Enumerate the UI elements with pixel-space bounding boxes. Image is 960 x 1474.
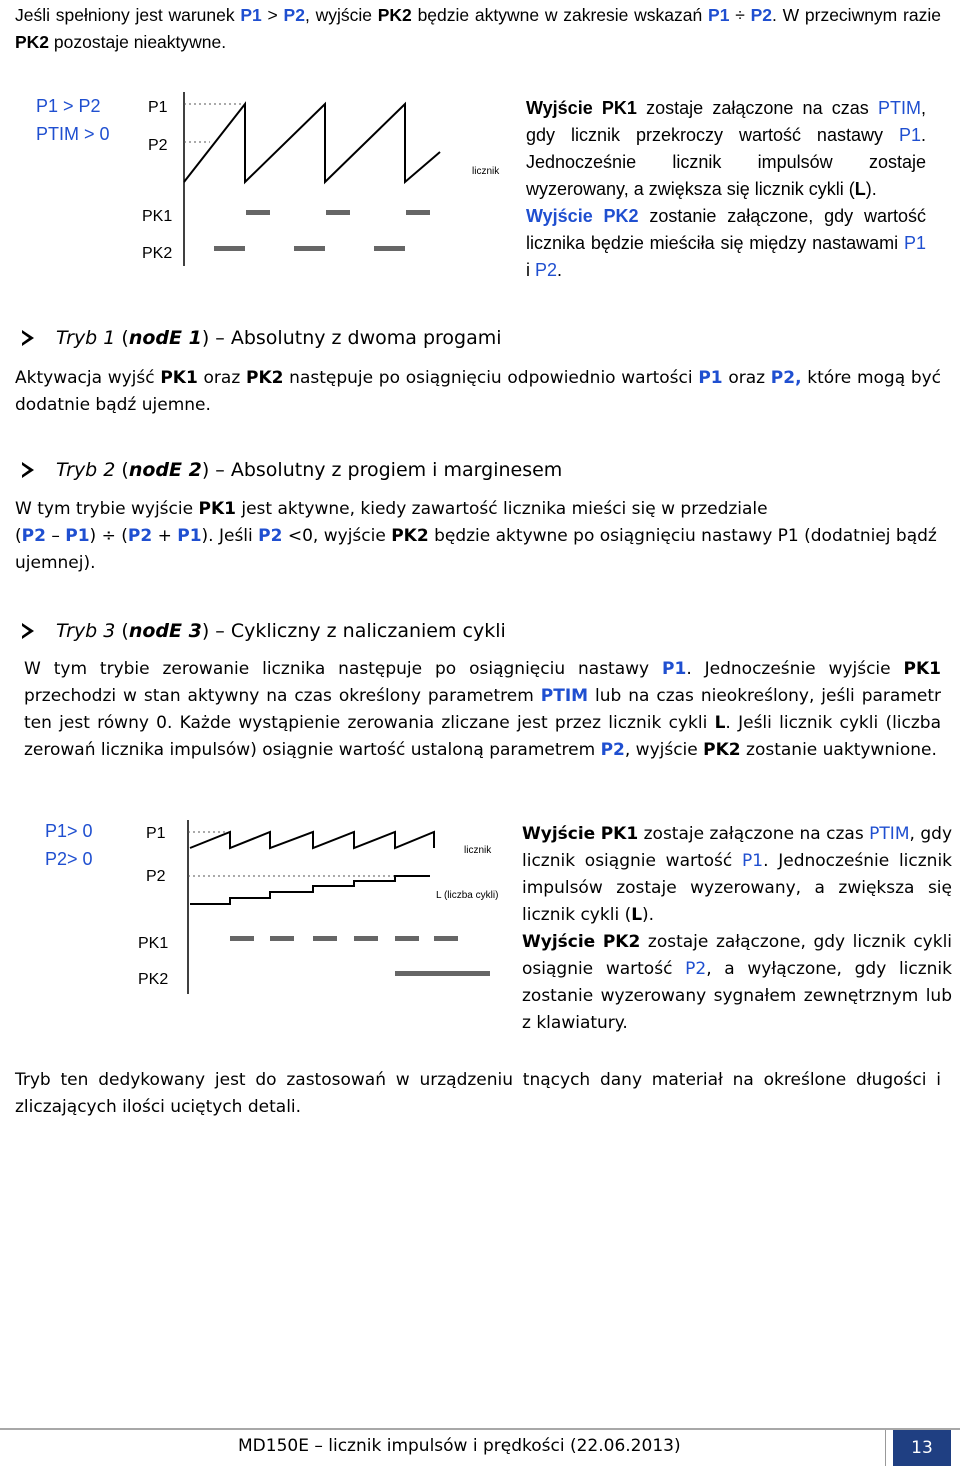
fig1-desc-text: Wyjście (526, 206, 593, 226)
mode3-p2: P2 (600, 740, 625, 760)
fig1-label-counter: licznik (472, 166, 500, 177)
bullet-arrow-icon (22, 462, 34, 478)
fig2-desc-text: Wyjście (522, 932, 596, 952)
mode2-text: W tym trybie wyjście (15, 499, 194, 519)
mode1-paragraph (15, 365, 941, 419)
fig1-desc-text: Wyjście (526, 98, 593, 118)
fig2-pk1-pulse (434, 936, 458, 941)
intro-p2: P2 (283, 5, 305, 25)
fig1-label-pk2: PK2 (142, 245, 173, 262)
intro-text: , wyjście (304, 5, 372, 25)
mode1-subtitle: ) – Absolutny z dwoma progami (201, 327, 502, 349)
mode2-text: jest aktywne, kiedy zawartość licznika mieści się w przedziale (241, 499, 768, 519)
fig1-pk1-pulse (326, 210, 350, 215)
fig1-pk2-pulse (214, 246, 245, 251)
fig1-desc-p1: P1 (898, 125, 921, 145)
intro-p1: P1 (240, 5, 262, 25)
fig1-pk2-pulse (374, 246, 405, 251)
mode2-subtitle: ) – Absolutny z progiem i marginesem (201, 459, 563, 481)
mode3-title: Tryb 3 (56, 620, 116, 642)
mode2-text: ( (15, 526, 22, 546)
fig1-desc-pk2: PK2 (603, 206, 639, 226)
fig2-label-pk1: PK1 (138, 935, 169, 952)
fig2-condition-2: P2> 0 (45, 849, 93, 869)
intro-text: . W przeciwnym razie (771, 5, 941, 25)
mode2-p2: P2 (258, 526, 283, 546)
fig2-label-p1: P1 (146, 825, 166, 842)
mode3-subtitle: ) – Cykliczny z naliczaniem cykli (201, 620, 506, 642)
mode1-p1: P1 (698, 368, 723, 388)
fig2-desc-text: zostaje załączone, gdy licznik cykli osiągnie wartość (522, 932, 953, 979)
mode3-paren: ( (121, 620, 129, 642)
mode3-p1: P1 (662, 659, 687, 679)
mode2-text: – (51, 526, 60, 546)
mode2-code: nodE 2 (128, 459, 202, 481)
fig1-desc-text: . (557, 260, 563, 280)
fig2-desc-pk1: PK1 (600, 824, 639, 844)
intro-text: pozostaje nieaktywne. (53, 32, 227, 52)
fig1-desc-text: zostaje załączone na czas (646, 98, 869, 118)
fig2-cycles-staircase (190, 876, 430, 904)
mode2-text: <0, wyjście (287, 526, 386, 546)
fig1-counter-sawtooth (184, 104, 440, 182)
fig1-condition-1: P1 > P2 (36, 96, 101, 116)
bullet-arrow-icon (22, 623, 34, 639)
mode3-ptim: PTIM (540, 686, 589, 706)
fig2-desc-text: , gdy licznik osiągnie wartość (522, 824, 953, 871)
fig2-desc-text: , a wyłączone, gdy licznik zostanie wyzerowany sygnałem zewnętrznym lub z klawiatury. (522, 959, 952, 1033)
fig2-condition-1: P1> 0 (45, 821, 93, 841)
mode1-text: Aktywacja wyjść (15, 368, 155, 388)
fig1-desc-text: zostanie załączone, gdy wartość licznika będzie mieściła się między nastawami (526, 206, 926, 253)
mode3-l: L (714, 713, 726, 733)
mode3-text: zostanie uaktywnione. (746, 740, 937, 760)
fig1-desc-ptim: PTIM (877, 98, 921, 118)
fig1-desc-p1: P1 (903, 233, 926, 253)
mode3-text: , wyjście (624, 740, 698, 760)
fig2-desc-p2: P2 (685, 959, 707, 979)
mode1-text: oraz (203, 368, 241, 388)
fig2-desc-text: Wyjście (522, 824, 596, 844)
fig2-desc-l: L (631, 905, 643, 925)
fig1-pk1-pulse (406, 210, 430, 215)
footer-divider (0, 1428, 960, 1430)
fig1-timing-diagram (140, 90, 510, 272)
mode2-paren: ( (121, 459, 129, 481)
fig1-condition-2: PTIM > 0 (36, 124, 110, 144)
mode2-text: + (157, 526, 172, 546)
mode1-pk2: PK2 (245, 368, 284, 388)
mode2-p2: P2 (21, 526, 46, 546)
fig2-pk1-pulse (313, 936, 337, 941)
fig2-pk1-pulse (230, 936, 254, 941)
fig2-label-pk2: PK2 (138, 971, 169, 988)
mode2-p1: P1 (177, 526, 202, 546)
mode3-heading (22, 619, 506, 643)
footer-separator (885, 1430, 886, 1466)
fig2-timing-diagram (130, 818, 510, 994)
fig1-desc-p2: P2 (535, 260, 558, 280)
mode3-text: W tym trybie zerowanie licznika następuje po osiągnięciu nastawy (24, 659, 650, 679)
intro-text: będzie aktywne w zakresie wskazań (417, 5, 703, 25)
fig1-desc-text: i (526, 260, 530, 280)
intro-pk2: PK2 (377, 5, 412, 25)
fig1-desc-text: ). (865, 179, 877, 199)
mode2-text: będzie aktywne po osiągnięciu nastawy P1 (dodatniej bądź ujemnej). (15, 526, 937, 573)
fig1-label-p1: P1 (148, 99, 168, 116)
mode3-pk2: PK2 (703, 740, 741, 760)
mode3-text: lub na czas nieokreślony, jeśli parametr ten jest równy 0. Każde wystąpienie zerowania zliczane jest przez licznik cykli (24, 686, 941, 733)
mode2-paragraph (15, 496, 941, 577)
mode2-p2: P2 (127, 526, 153, 546)
fig2-pk1-pulse (395, 936, 419, 941)
mode1-p2: P2, (770, 368, 802, 388)
intro-gt: > (267, 5, 278, 25)
mode3-code: nodE 3 (128, 620, 202, 642)
fig1-desc-text: , gdy licznik przekroczy wartość nastawy (526, 98, 926, 145)
mode3-text: . Jeśli licznik cykli (liczba zerowań licznika impulsów) osiągnie wartość ustaloną parametrem (24, 713, 941, 760)
intro-div: ÷ (735, 5, 745, 25)
mode2-heading (22, 458, 562, 482)
fig2-label-p2: P2 (146, 868, 166, 885)
fig2-description (522, 821, 952, 1037)
bullet-arrow-icon (22, 330, 34, 346)
mode1-text: oraz (728, 368, 766, 388)
fig1-description (526, 95, 926, 284)
mode2-p1: P1 (65, 526, 90, 546)
mode2-text: ). Jeśli (201, 526, 253, 546)
fig2-desc-text: . Jednocześnie licznik impulsów zostaje wyzerowany, a zwiększa się licznik cykli ( (522, 851, 953, 925)
fig1-desc-text: . Jednocześnie licznik impulsów zostaje wyzerowany, a zwiększa się licznik cykli ( (526, 125, 926, 199)
fig2-pk1-pulse (354, 936, 378, 941)
footer-title: MD150E – licznik impulsów i prędkości (22.06.2013) (238, 1436, 681, 1456)
intro-p2: P2 (750, 5, 772, 25)
fig2-desc-text: zostaje załączone na czas (643, 824, 864, 844)
fig2-desc-text: ). (642, 905, 655, 925)
mode1-text: które mogą być dodatnie bądź ujemne. (15, 368, 942, 415)
mode1-paren: ( (121, 327, 129, 349)
mode1-title: Tryb 1 (56, 327, 116, 349)
intro-paragraph (15, 2, 941, 56)
mode2-title: Tryb 2 (56, 459, 116, 481)
fig1-label-p2: P2 (148, 137, 168, 154)
fig2-desc-ptim: PTIM (869, 824, 910, 844)
fig1-desc-l: L (854, 179, 866, 199)
intro-pk2: PK2 (15, 32, 50, 52)
mode3-paragraph (24, 656, 941, 764)
mode1-heading (22, 326, 502, 350)
mode3-text: . Jednocześnie wyjście (686, 659, 891, 679)
fig1-desc-pk1: PK1 (601, 98, 637, 118)
mode1-text: następuje po osiągnięciu odpowiednio wartości (289, 368, 693, 388)
mode2-pk2: PK2 (391, 526, 429, 546)
closing-paragraph: Tryb ten dedykowany jest do zastosowań w urządzeniu tnących dany materiał na określone długości i zliczających ilości uciętych detali. (15, 1070, 941, 1117)
fig2-pk2-pulse (395, 971, 490, 976)
fig1-pk2-pulse (294, 246, 325, 251)
fig2-desc-pk2: PK2 (602, 932, 641, 952)
fig1-pk1-pulse (246, 210, 270, 215)
page-number: 13 (893, 1430, 951, 1466)
mode3-text: przechodzi w stan aktywny na czas określony parametrem (24, 686, 534, 706)
fig2-counter-sawtooth (190, 832, 434, 848)
mode1-code: nodE 1 (128, 327, 202, 349)
mode2-text: ) ÷ ( (89, 526, 128, 546)
fig2-label-counter: licznik (464, 845, 492, 856)
mode2-pk1: PK1 (198, 499, 236, 519)
mode3-pk1: PK1 (903, 659, 941, 679)
intro-p1: P1 (708, 5, 730, 25)
fig2-label-cycles: L (liczba cykli) (436, 890, 499, 901)
fig2-desc-p1: P1 (742, 851, 764, 871)
fig1-label-pk1: PK1 (142, 208, 173, 225)
mode1-pk1: PK1 (160, 368, 198, 388)
intro-text: Jeśli spełniony jest warunek (15, 5, 235, 25)
fig2-pk1-pulse (270, 936, 294, 941)
